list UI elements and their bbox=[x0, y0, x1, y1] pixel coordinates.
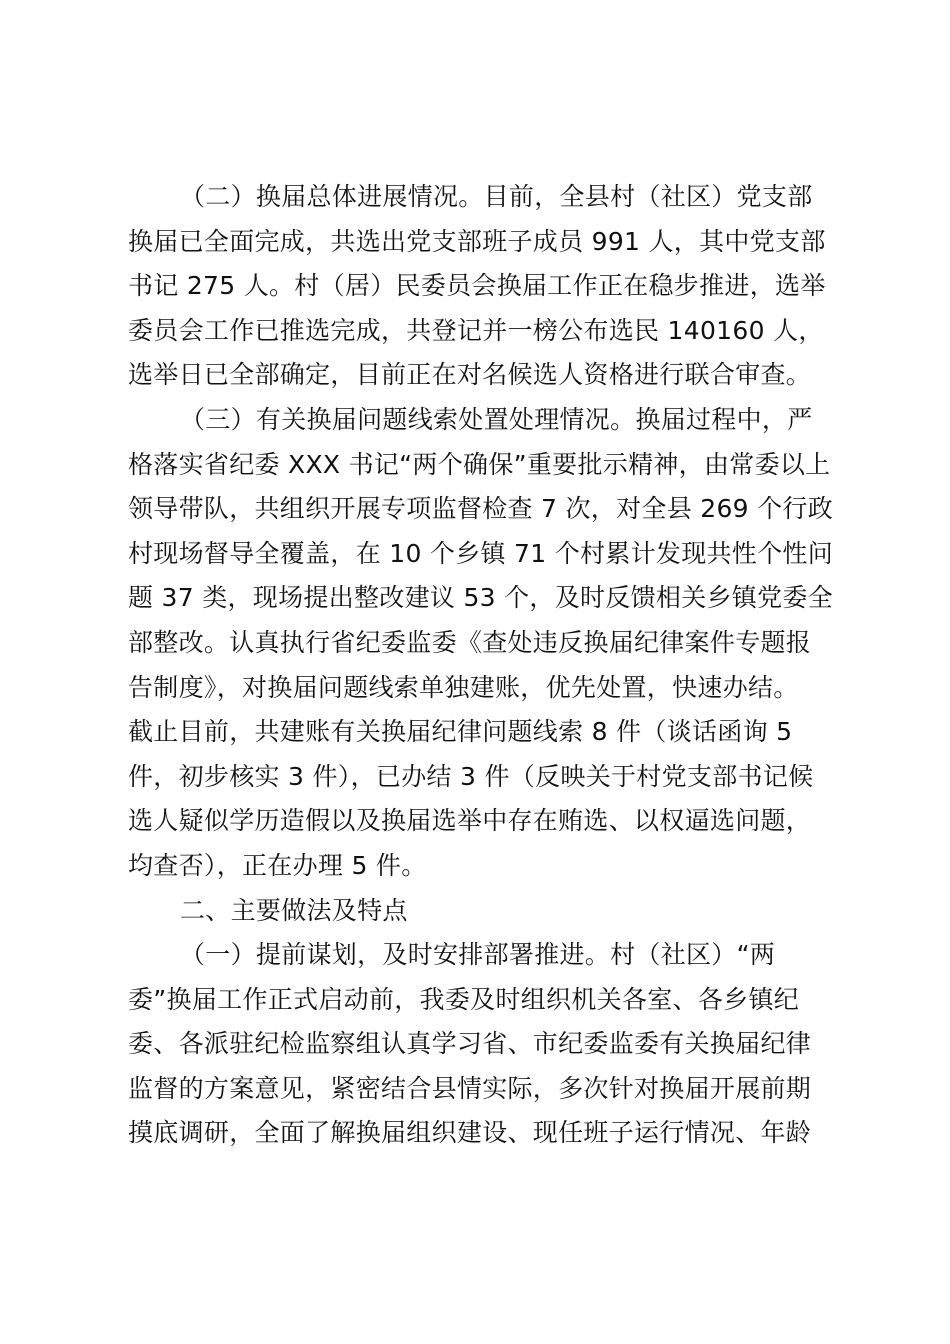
text-line: 告制度》，对换届问题线索单独建账，优先处置，快速办结。 bbox=[128, 672, 799, 702]
text-line: 领导带队，共组织开展专项监督检查 7 次，对全县 269 个行政 bbox=[128, 494, 834, 524]
text-line: 换届已全面完成，共选出党支部班子成员 991 人，其中党支部 bbox=[128, 226, 826, 256]
text-line: （三）有关换届问题线索处置处理情况。换届过程中，严 bbox=[180, 404, 813, 434]
text-line: 村现场督导全覆盖，在 10 个乡镇 71 个村累计发现共性个性问 bbox=[128, 538, 834, 568]
text-line: 委员会工作已推选完成，共登记并一榜公布选民 140160 人， bbox=[128, 315, 824, 345]
text-line: 选人疑似学历造假以及换届选举中存在贿选、以权逼选问题， bbox=[128, 806, 812, 836]
text-line: 格落实省纪委 XXX 书记“两个确保”重要批示精神，由常委以上 bbox=[128, 449, 831, 479]
text-line: 委、各派驻纪检监察组认真学习省、市纪委监委有关换届纪律 bbox=[128, 1029, 812, 1059]
text-line: 委”换届工作正式启动前，我委及时组织机关各室、各乡镇纪 bbox=[128, 984, 800, 1014]
text-line: 监督的方案意见，紧密结合县情实际，多次针对换届开展前期 bbox=[128, 1073, 812, 1103]
text-line: 选举日已全部确定，目前正在对名候选人资格进行联合审查。 bbox=[128, 360, 812, 390]
text-line: 部整改。认真执行省纪委监委《查处违反换届纪律案件专题报 bbox=[128, 627, 812, 657]
text-line: （一）提前谋划，及时安排部署推进。村（社区）“两 bbox=[180, 940, 776, 970]
text-line: 二、主要做法及特点 bbox=[180, 895, 408, 925]
text-line: （二）换届总体进展情况。目前，全县村（社区）党支部 bbox=[180, 182, 813, 211]
text-line: 题 37 类，现场提出整改建议 53 个，及时反馈相关乡镇党委全 bbox=[128, 583, 834, 613]
text-line: 件，初步核实 3 件），已办结 3 件（反映关于村党支部书记候 bbox=[128, 761, 814, 791]
text-line: 书记 275 人。村（居）民委员会换届工作正在稳步推进，选举 bbox=[128, 271, 826, 301]
text-line: 摸底调研，全面了解换届组织建设、现任班子运行情况、年龄 bbox=[128, 1118, 812, 1148]
text-line: 均查否），正在办理 5 件。 bbox=[128, 850, 427, 880]
document-body bbox=[128, 175, 833, 1156]
text-line: 截止目前，共建账有关换届纪律问题线索 8 件（谈话函询 5 bbox=[128, 717, 793, 747]
